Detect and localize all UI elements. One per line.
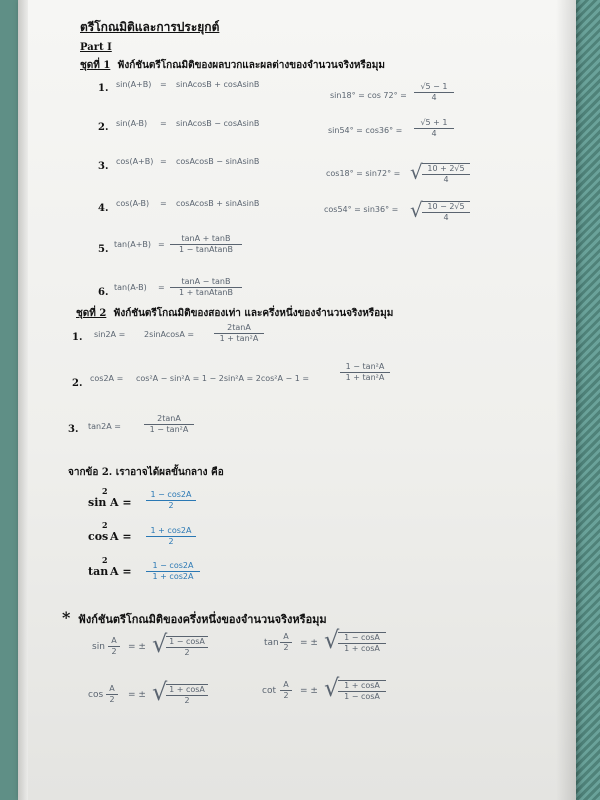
page-title: ตรีโกณมิติและการประยุกต์ — [80, 20, 220, 34]
set1-heading: ชุดที่ 1 ฟังก์ชันตรีโกณมิติของผลบวกและผลต่างของจำนวนจริงหรือมุม — [80, 60, 385, 71]
binding-gutter — [18, 0, 28, 800]
half-angle-heading: * ฟังก์ชันตรีโกณมิติของครึ่งหนึ่งของจำนวนจริงหรือมุม — [62, 608, 327, 627]
set2-heading: ชุดที่ 2 ฟังก์ชันตรีโกณมิติของสองเท่า และครึ่งหนึ่งของจำนวนจริงหรือมุม — [76, 308, 394, 319]
fraction: $\frac{\tan A + \tan B}{\text{1 − tanAtanB}}$ — [170, 234, 242, 255]
document-page: ตรีโกณมิติและการประยุกต์ Part I ชุดที่ 1 ฟังก์ชันตรีโกณมิติของผลบวกและผลต่างของจำนวนจริงหรือมุม 1. sin(A+B) = sinAcosB + cosAsinB 2. sin(A-B) = sinAcosB − cosAsinB 3. cos(A+B) = cosAcosB − sinAsinB 4. cos(A-B) = cosAcosB + sinAsinB 5. tan(A+B) = $\frac{\tan A + \tan B}{\text{1 − tanAtanB}}$ 6. tan(A-B) = $\frac{\tan A - \tan B}{\text{1 + tanAtanB}}$ sin18° = cos 72° = $\frac{√5 - 1}{4}$ sin54° = cos36° = $\frac{√5 + 1}{4}$ cos18° = sin72° = √ $\frac{10 + 2√5}{4}$ cos54° = sin36° = √ $\frac{10 - 2√5}{4}$ ชุดที่ 2 ฟังก์ชันตรีโกณมิติของสองเท่า และครึ่งหนึ่งของจำนวนจริงหรือมุม 1. sin2A = 2sinAcosA = $\frac{2\tan A}{\text{1 + tan²A}}$ 2. cos2A = cos²A − sin²A = 1 − 2sin²A = 2cos²A − 1 = $\frac{\text{1 − tan²A}}{\text{1 + tan²A}}$ 3. tan2A = $\frac{2\tan A}{\text{1 − tan²A}}$ จากข้อ 2. เราอาจได้ผลขั้นกลาง คือ sin 2 A = $\frac{1 - \cos 2A}{2}$ cos 2 A = $\frac{1 + \cos 2A}{2}$ tan 2 A = $\frac{1 - \cos 2A}{1 + \cos 2A}$ * ฟังก์ชันตรีโกณมิติของครึ่งหนึ่งของจำนวนจริงหรือมุม sin $\frac{A}{2}$ = ± √ $\frac{1 - \cos A}{2}$ tan $\frac{A}{2}$ = ± √ $\frac{1 - \cos A}{1 + \cos A}$ cos $\frac{A}{2}$ = ± √ $\frac{1 + \cos A}{2}$ cot $\frac{A}{2}$ = ± √ $\frac{1 + \cos A}{1 - \cos A}$ — [18, 0, 576, 800]
part-label: Part I — [80, 42, 112, 53]
intermediate-heading: จากข้อ 2. เราอาจได้ผลขั้นกลาง คือ — [68, 467, 224, 478]
fraction: $\frac{\tan A - \tan B}{\text{1 + tanAtanB}}$ — [170, 277, 242, 298]
